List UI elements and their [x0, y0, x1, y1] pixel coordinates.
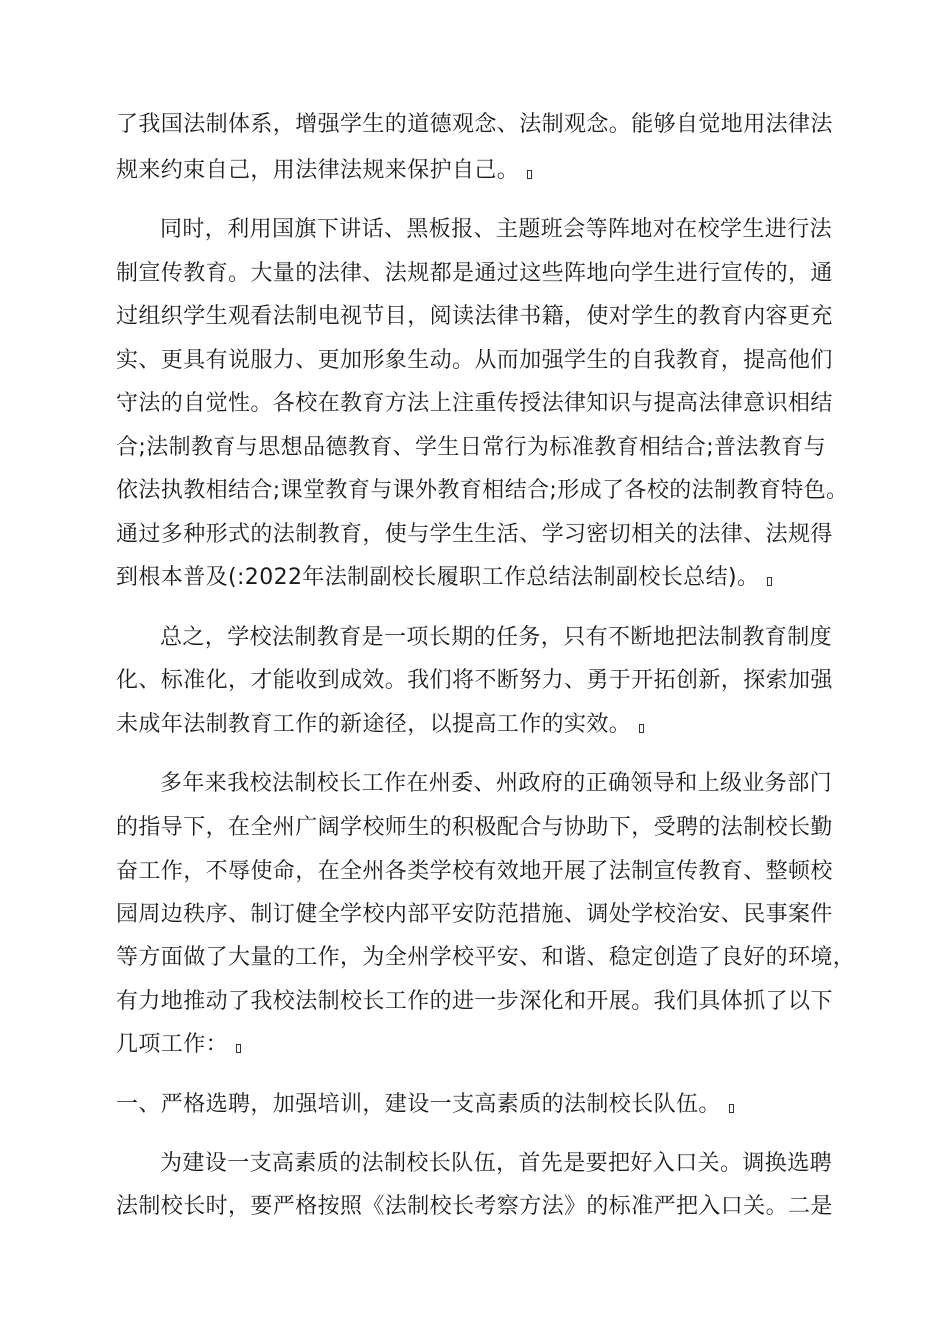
paragraph-mark-icon: [767, 577, 772, 586]
text-line-content: 通过多种形式的法制教育，使与学生生活、学习密切相关的法律、法规得: [116, 522, 833, 547]
text-line-content: 奋工作，不辱使命，在全州各类学校有效地开展了法制宣传教育、整顿校: [116, 859, 833, 884]
paragraph-mark-icon: [729, 1104, 734, 1113]
text-line-content: 同时，利用国旗下讲话、黑板报、主题班会等阵地对在校学生进行法: [160, 217, 833, 242]
text-line-content: 法制校长时，要严格按照《法制校长考察方法》的标准严把入口关。二是: [116, 1194, 833, 1219]
text-line-content: 等方面做了大量的工作，为全州学校平安、和谐、稳定创造了良好的环境，: [116, 945, 856, 970]
text-line: [116, 301, 846, 333]
text-line: [116, 345, 846, 377]
text-line-content: 一、严格选聘，加强培训，建设一支高素质的法制校长队伍。: [116, 1092, 721, 1117]
text-line: [116, 812, 846, 844]
text-line-content: 规来约束自己，用法律法规来保护自己。: [116, 158, 520, 183]
text-line-content: 多年来我校法制校长工作在州委、州政府的正确领导和上级业务部门: [160, 771, 833, 796]
paragraph-mark-icon: [527, 170, 532, 179]
text-line: [160, 622, 846, 654]
text-line-content: 实、更具有说服力、更加形象生动。从而加强学生的自我教育，提高他们: [116, 348, 833, 373]
text-line-content: 合;法制教育与思想品德教育、学生日常行为标准教育相结合;普法教育与: [116, 435, 827, 460]
text-line: [116, 1029, 846, 1061]
text-line: [116, 1191, 846, 1223]
text-line-content: 过组织学生观看法制电视节目，阅读法律书籍，使对学生的教育内容更充: [116, 304, 833, 329]
text-line-content: 为建设一支高素质的法制校长队伍，首先是要把好入口关。调换选聘: [160, 1151, 833, 1176]
text-line-content: 到根本普及(:2022年法制副校长履职工作总结法制副校长总结)。: [116, 565, 760, 590]
text-line-content: 制宣传教育。大量的法律、法规都是通过这些阵地向学生进行宣传的，通: [116, 261, 833, 286]
section-heading: [116, 1089, 846, 1121]
text-line: [116, 665, 846, 697]
text-line: [116, 709, 846, 741]
text-line: [116, 856, 846, 888]
text-line: [160, 1148, 846, 1180]
text-line-content: 化、标准化，才能收到成效。我们将不断努力、勇于开拓创新，探索加强: [116, 668, 833, 693]
text-line-content: 园周边秩序、制订健全学校内部平安防范措施、调处学校治安、民事案件: [116, 902, 833, 927]
text-line: [116, 942, 856, 974]
text-line-content: 未成年法制教育工作的新途径，以提高工作的实效。: [116, 712, 632, 737]
text-line: [116, 475, 849, 507]
text-line: [116, 109, 846, 141]
text-line-content: 依法执教相结合;课堂教育与课外教育相结合;形成了各校的法制教育特色。: [116, 478, 849, 503]
text-line-content: 守法的自觉性。各校在教育方法上注重传授法律知识与提高法律意识相结: [116, 391, 833, 416]
text-line: [116, 388, 846, 420]
paragraph-mark-icon: [639, 724, 644, 733]
text-line: [116, 899, 846, 931]
text-line: [116, 258, 846, 290]
text-line: [116, 155, 846, 187]
text-line: [116, 519, 846, 551]
text-line-content: 有力地推动了我校法制校长工作的进一步深化和开展。我们具体抓了以下: [116, 989, 833, 1014]
text-line-content: 总之，学校法制教育是一项长期的任务，只有不断地把法制教育制度: [160, 625, 833, 650]
text-line: [116, 432, 846, 464]
text-line: [160, 768, 846, 800]
text-line-content: 了我国法制体系，增强学生的道德观念、法制观念。能够自觉地用法律法: [116, 112, 833, 137]
paragraph-mark-icon: [236, 1044, 241, 1053]
text-line: [116, 986, 846, 1018]
text-line-content: 的指导下，在全州广阔学校师生的积极配合与协助下，受聘的法制校长勤: [116, 815, 833, 840]
text-line: [116, 562, 846, 594]
text-line-content: 几项工作：: [116, 1032, 229, 1057]
text-line: [160, 214, 846, 246]
